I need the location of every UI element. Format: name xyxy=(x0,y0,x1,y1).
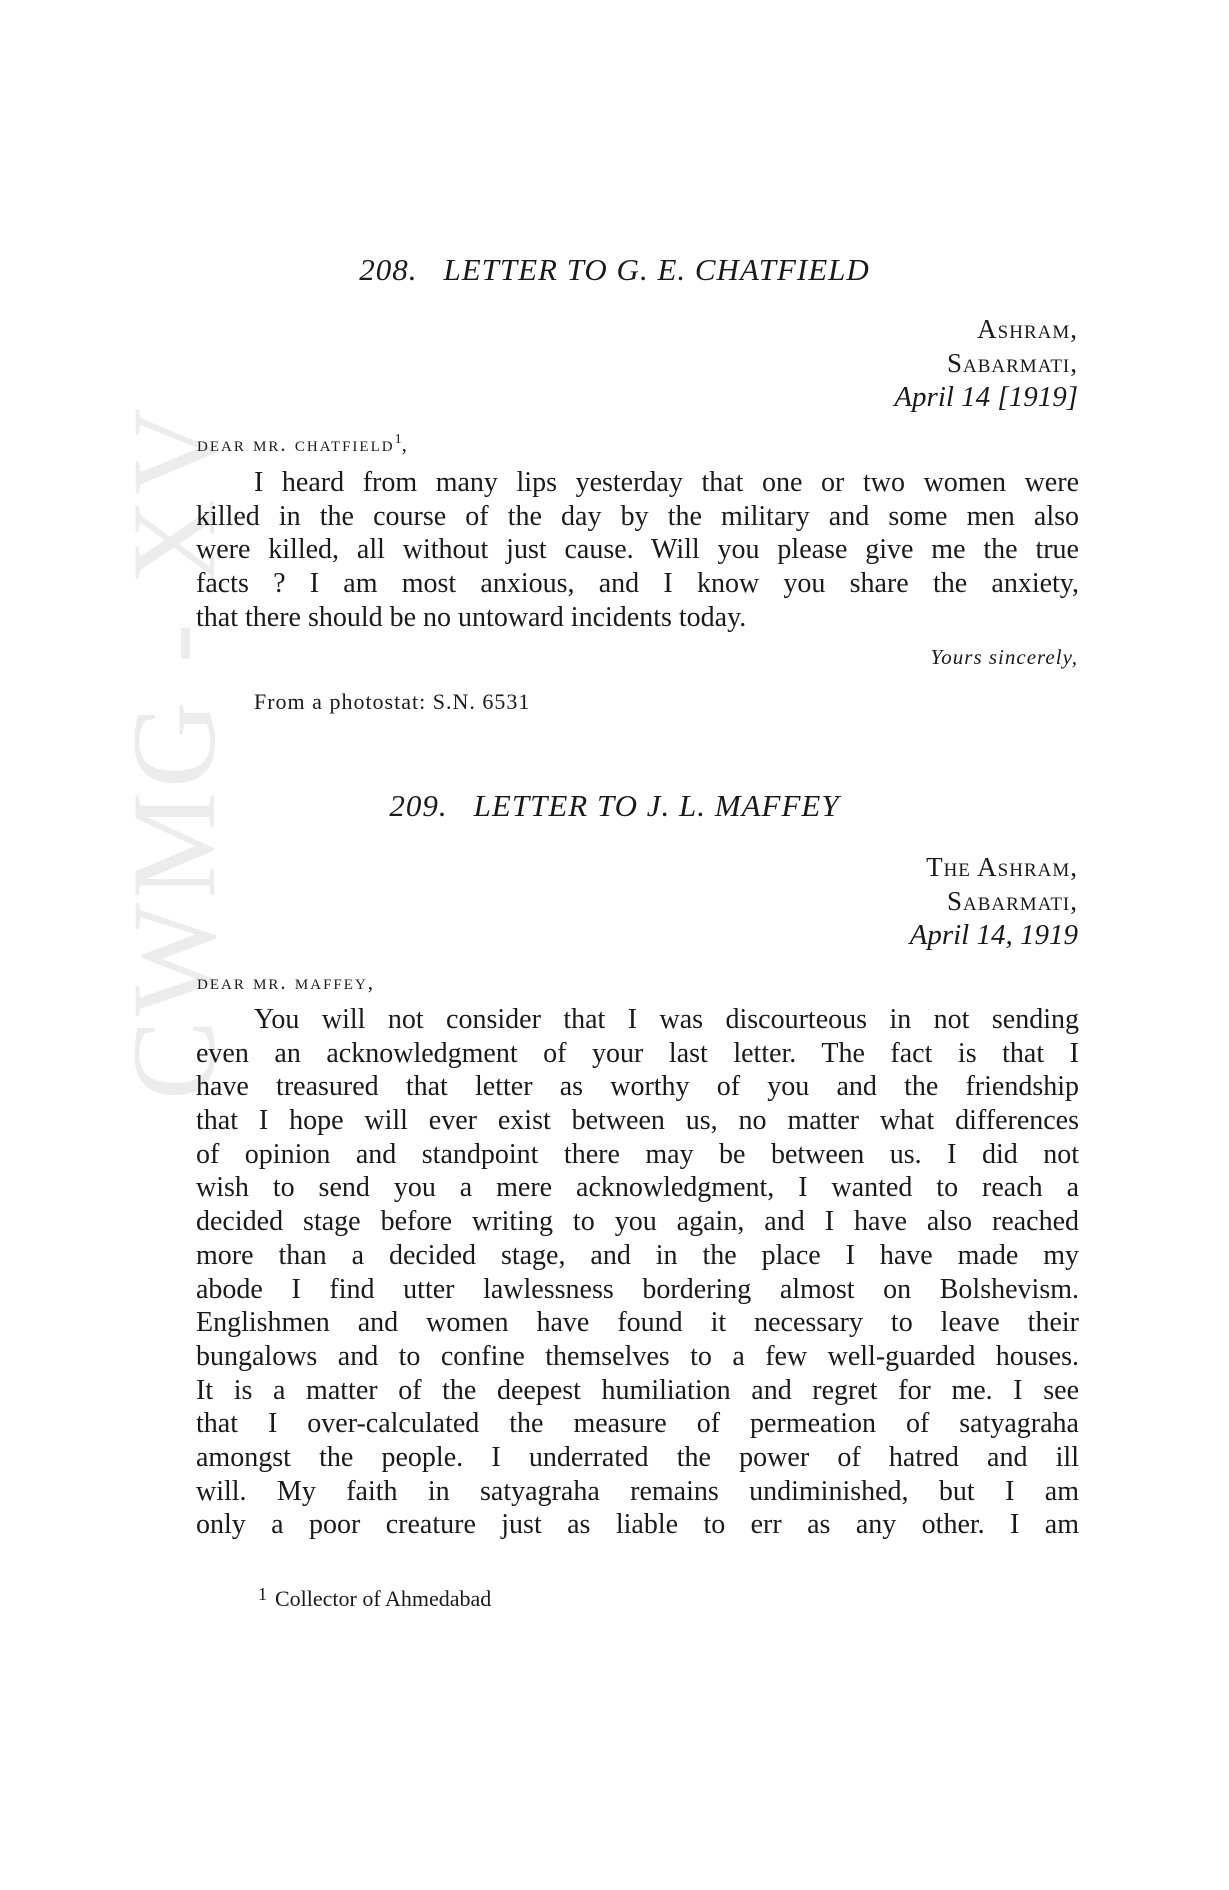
letter-2-address-line1: The Ashram, xyxy=(926,852,1078,882)
body-line: wish to send you a mere acknowledgment, I wanted to reach a xyxy=(196,1172,1079,1204)
body-line: abode I find utter lawlessness bordering almost on Bolshevism. xyxy=(196,1273,1079,1305)
body-line: amongst the people. I underrated the power of hatred and ill xyxy=(196,1441,1079,1473)
letter-1-address-line2: Sabarmati, xyxy=(947,348,1078,378)
letter-2-address-line2: Sabarmati, xyxy=(947,886,1078,916)
letter-1-address xyxy=(894,312,1078,414)
body-line: that I over-calculated the measure of permeation of satyagraha xyxy=(196,1408,1079,1440)
body-line: facts ? I am most anxious, and I know you share the anxiety, xyxy=(196,568,1079,600)
footnote-ref: 1 xyxy=(394,432,402,447)
letter-2-date: April 14, 1919 xyxy=(909,919,1078,951)
body-line: only a poor creature just as liable to err as any other. I am xyxy=(196,1509,1079,1541)
letter-1-closing: Yours sincerely, xyxy=(930,645,1078,669)
body-line: decided stage before writing to you again, and I have also reached xyxy=(196,1206,1079,1238)
body-line: You will not consider that I was discourteous in not sending xyxy=(254,1004,1079,1035)
body-line: Englishmen and women have found it necessary to leave their xyxy=(196,1307,1079,1339)
letter-2-address xyxy=(910,850,1078,952)
body-line: killed in the course of the day by the military and some men also xyxy=(196,500,1079,532)
body-line: that there should be no untoward incidents today. xyxy=(196,601,747,633)
body-line: I heard from many lips yesterday that one or two women were xyxy=(254,467,1079,498)
letter-2-salutation: dear mr. maffey, xyxy=(197,970,376,994)
letter-2-number: 209. xyxy=(389,788,448,823)
letter-1-salutation xyxy=(197,432,409,457)
letter-1-number: 208. xyxy=(359,252,418,287)
body-line: have treasured that letter as worthy of you and the friendship xyxy=(196,1071,1079,1103)
footnote xyxy=(258,1584,491,1612)
watermark: CWMG - XV xyxy=(107,404,240,1100)
letter-1-heading xyxy=(0,252,1229,288)
body-line: were killed, all without just cause. Will you please give me the true xyxy=(196,534,1079,566)
body-line: even an acknowledgment of your last letter. The fact is that I xyxy=(196,1037,1079,1069)
letter-1-salutation-comma: , xyxy=(401,432,409,456)
letter-2-body xyxy=(196,1003,1079,1542)
body-line: more than a decided stage, and in the place I have made my xyxy=(196,1239,1079,1271)
letter-2-heading xyxy=(0,788,1229,824)
letter-2-title: LETTER TO J. L. MAFFEY xyxy=(473,788,840,823)
letter-1-title: LETTER TO G. E. CHATFIELD xyxy=(443,252,870,287)
body-line: will. My faith in satyagraha remains undiminished, but I am xyxy=(196,1475,1079,1507)
letter-1-source: From a photostat: S.N. 6531 xyxy=(254,689,531,714)
body-line: bungalows and to confine themselves to a few well-guarded houses. xyxy=(196,1340,1079,1372)
body-line: of opinion and standpoint there may be between us. I did not xyxy=(196,1138,1079,1170)
letter-1-date: April 14 [1919] xyxy=(894,381,1078,413)
body-line: that I hope will ever exist between us, no matter what differences xyxy=(196,1105,1079,1137)
letter-1-salutation-text: dear mr. chatfield xyxy=(197,432,395,456)
body-line: It is a matter of the deepest humiliation and regret for me. I see xyxy=(196,1374,1079,1406)
letter-1-address-line1: Ashram, xyxy=(977,314,1078,344)
footnote-number: 1 xyxy=(258,1584,267,1604)
letter-1-body xyxy=(196,466,1079,634)
footnote-text: Collector of Ahmedabad xyxy=(275,1586,492,1611)
